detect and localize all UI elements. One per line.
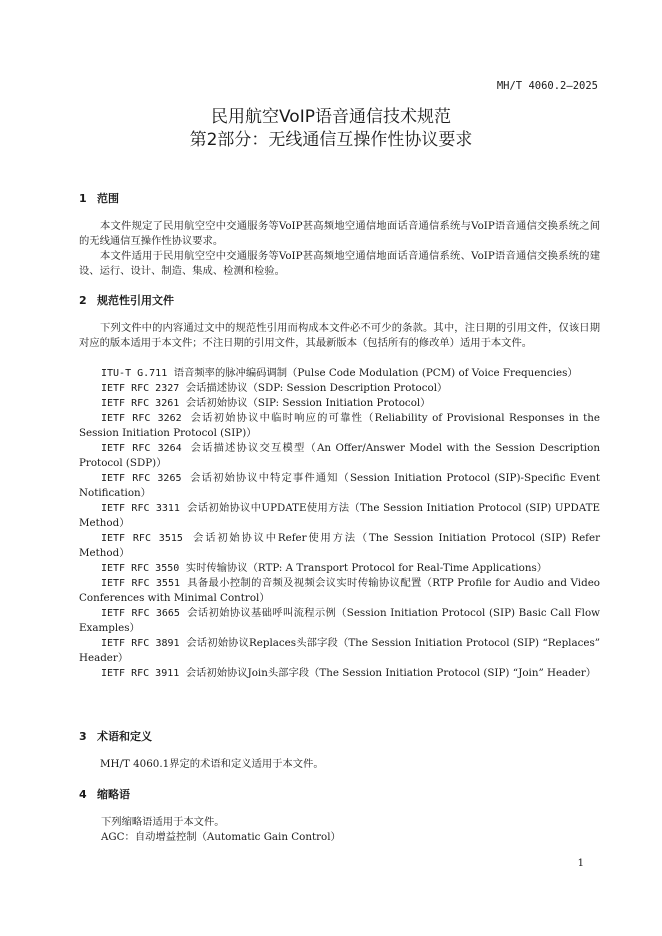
document-title-line-2: 第2部分：无线通信互操作性协议要求 [189,130,473,150]
page-number: 1 [577,858,584,869]
reference-code: IETF RFC 3665 [101,608,180,619]
reference-code: IETF RFC 3261 [101,398,180,409]
section-number: 1 [79,192,87,205]
section-2-intro [79,321,600,351]
reference-title: 会话初始协议中特定事件通知（Session Initiation Protocol (SIP)-Specific Event Notification） [79,472,600,499]
reference-item [79,636,600,666]
section-3-heading [79,730,600,744]
reference-title: 会话初始协议中Refer使用方法（The Session Initiation Protocol (SIP) Refer Method） [79,532,601,559]
section-4-heading [79,788,600,802]
reference-title: 会话初始协议中UPDATE使用方法（The Session Initiation Protocol (SIP) UPDATE Method） [79,502,600,529]
reference-item [79,501,600,531]
reference-list [79,366,600,681]
document-code: MH/T 4060.2—2025 [496,80,598,92]
reference-item [79,561,600,576]
paragraph: 下列缩略语适用于本文件。 [101,816,225,828]
section-1-body [79,219,600,279]
reference-code: IETF RFC 3262 [101,413,182,424]
section-title: 缩略语 [97,788,130,801]
reference-title: 会话初始协议（SIP: Session Initiation Protocol） [185,397,431,409]
reference-code: IETF RFC 3311 [101,503,180,514]
reference-item [79,576,600,606]
paragraph: 本文件规定了民用航空空中交通服务等VoIP甚高频地空通信地面话音通信系统与VoIP语音通信交换系统之间的无线通信互操作性协议要求。 [79,220,600,247]
reference-title: 实时传输协议（RTP: A Transport Protocol for Real-Time Applications） [185,562,548,574]
document-title-line-1: 民用航空VoIP语音通信技术规范 [211,107,451,127]
section-1-heading [79,192,600,206]
reference-item [79,531,600,561]
section-title: 范围 [97,192,119,205]
reference-code: IETF RFC 3265 [101,473,182,484]
reference-code: IETF RFC 3911 [101,668,180,679]
reference-item [79,366,600,381]
section-number: 3 [79,730,87,743]
reference-code: IETF RFC 3515 [101,533,183,544]
section-number: 4 [79,788,87,801]
reference-code: IETF RFC 3551 [101,578,180,589]
reference-code: ITU-T G.711 [101,368,168,379]
section-3-body [79,757,600,772]
reference-title: 会话初始协议中临时响应的可靠性（Reliability of Provisional Responses in the Session Initiation Protocol (SIP)） [79,412,600,439]
reference-code: IETF RFC 3550 [101,563,180,574]
section-number: 2 [79,294,87,307]
reference-title: 会话描述协议（SDP: Session Description Protocol） [185,382,448,394]
reference-item [79,396,600,411]
abbreviation-list [79,815,600,845]
reference-title: 会话初始协议Replaces头部字段（The Session Initiation Protocol (SIP) “Replaces” Header） [79,637,600,664]
section-title: 术语和定义 [97,730,152,743]
reference-code: IETF RFC 3891 [101,638,180,649]
reference-item [79,441,600,471]
reference-item [79,381,600,396]
reference-title: 会话描述协议交互模型（An Offer/Answer Model with the Session Description Protocol (SDP)） [79,442,600,469]
reference-title: 会话初始协议Join头部字段（The Session Initiation Protocol (SIP) “Join” Header） [185,667,597,679]
paragraph: MH/T 4060.1界定的术语和定义适用于本文件。 [100,758,324,770]
reference-item [79,471,600,501]
reference-item [79,411,600,441]
paragraph: 下列文件中的内容通过文中的规范性引用而构成本文件必不可少的条款。其中，注日期的引用文件，仅该日期对应的版本适用于本文件；不注日期的引用文件，其最新版本（包括所有的修改单）适用于本文件。 [79,322,600,349]
section-title: 规范性引用文件 [97,294,174,307]
reference-title: 语音频率的脉冲编码调制（Pulse Code Modulation (PCM) of Voice Frequencies） [173,367,578,379]
reference-item [79,666,600,681]
reference-code: IETF RFC 3264 [101,443,182,454]
reference-item [79,606,600,636]
reference-code: IETF RFC 2327 [101,383,180,394]
paragraph: 本文件适用于民用航空空中交通服务等VoIP甚高频地空通信地面话音通信系统、VoIP语音通信交换系统的建设、运行、设计、制造、集成、检测和检验。 [79,250,600,277]
reference-title: 具备最小控制的音频及视频会议实时传输协议配置（RTP Profile for Audio and Video Conferences with Minimal Control） [79,577,600,604]
abbreviation-item: AGC：自动增益控制（Automatic Gain Control） [101,831,341,843]
section-2-heading [79,294,600,308]
reference-title: 会话初始协议基础呼叫流程示例（Session Initiation Protocol (SIP) Basic Call Flow Examples） [79,607,600,634]
